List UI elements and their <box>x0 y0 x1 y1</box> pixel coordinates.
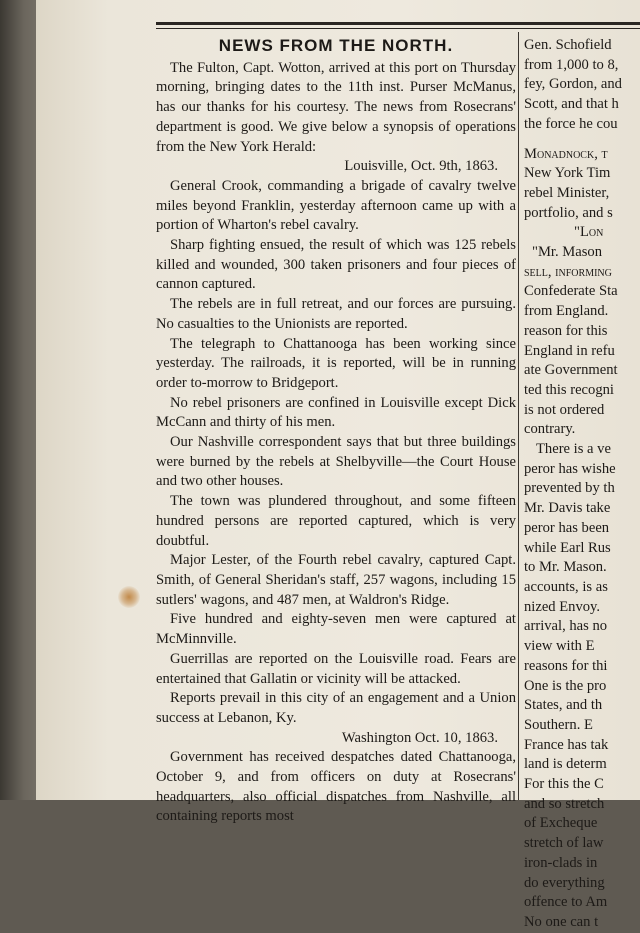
headline: NEWS FROM THE NORTH. <box>218 36 454 55</box>
side-line: "Lon <box>574 224 604 241</box>
side-line: land is determ <box>524 756 607 773</box>
side-line: France has tak <box>524 736 609 753</box>
top-rule <box>156 22 640 25</box>
side-line: reasons for thi <box>524 657 608 674</box>
main-column <box>156 36 516 827</box>
side-line: peror has wishe <box>524 460 616 477</box>
side-line: view with E <box>524 638 595 655</box>
side-line: from 1,000 to 8, <box>524 56 619 73</box>
side-line: One is the pro <box>524 677 607 694</box>
side-line: portfolio, and s <box>524 204 613 221</box>
side-column <box>524 36 640 933</box>
column-separator <box>518 32 519 800</box>
side-line: stretch of law <box>524 835 604 852</box>
side-line: do everything <box>524 874 605 891</box>
side-gap <box>524 135 640 145</box>
paragraph: Sharp fighting ensued, the result of which was 125 rebels killed and wounded, 300 taken prisoners and four pieces of cannon captured. <box>156 237 516 293</box>
dateline: Washington Oct. 10, 1863. <box>341 729 498 746</box>
paragraph: The Fulton, Capt. Wotton, arrived at this port on Thursday morning, bringing dates to the 11th inst. Purser McManus, has our thanks for his courtesy. The news from Rosecrans' department is good. We give below a synopsis of operations from the New York Herald: <box>156 59 516 155</box>
paragraph: Our Nashville correspondent says that but three buildings were burned by the rebels at Shelbyville—the Court House and two other houses. <box>156 434 516 490</box>
paragraph: No rebel prisoners are confined in Louisville except Dick McCann and thirty of his men. <box>156 394 516 431</box>
side-line: Scott, and that h <box>524 96 619 113</box>
side-line: States, and th <box>524 697 603 714</box>
side-line: Confederate Sta <box>524 283 618 300</box>
side-line: Southern. E <box>524 716 593 733</box>
side-line: fey, Gordon, and <box>524 76 622 93</box>
side-line: For this the C <box>524 776 604 793</box>
side-line: contrary. <box>524 421 576 438</box>
side-line: There is a ve <box>536 441 611 458</box>
side-line: of Excheque <box>524 815 598 832</box>
side-line: peror has been <box>524 519 610 536</box>
side-line: reason for this <box>524 322 608 339</box>
side-line: England in refu <box>524 342 615 359</box>
side-line: accounts, is as <box>524 578 608 595</box>
dateline: Louisville, Oct. 9th, 1863. <box>344 158 498 175</box>
paragraph: Five hundred and eighty-seven men were captured at McMinnville. <box>156 611 516 648</box>
paragraph: Reports prevail in this city of an engagement and a Union success at Lebanon, Ky. <box>156 690 516 726</box>
side-line: Mr. Davis take <box>524 500 611 517</box>
side-line: "Mr. Mason <box>532 244 603 261</box>
side-line: while Earl Rus <box>524 539 611 556</box>
side-line: rebel Minister, <box>524 184 610 201</box>
side-line: prevented by th <box>524 480 615 497</box>
side-line: sell, informing <box>524 263 612 280</box>
side-line: ate Government <box>524 362 618 379</box>
side-line: nized Envoy. <box>524 598 601 615</box>
side-line: and so stretch <box>524 795 605 812</box>
side-line: from England. <box>524 303 609 320</box>
paragraph: General Crook, commanding a brigade of cavalry twelve miles beyond Franklin, yesterday afternoon came up with a portion of Wharton's rebel cavalry. <box>156 177 516 234</box>
paper-stain <box>118 586 140 608</box>
side-line: offence to Am <box>524 894 608 911</box>
side-line: the force he cou <box>524 115 618 132</box>
side-line: iron-clads in <box>524 854 598 871</box>
side-line: Monadnock, t <box>524 145 608 162</box>
side-line: Gen. Schofield <box>524 37 612 53</box>
side-line: to Mr. Mason. <box>524 559 607 576</box>
side-line: arrival, has no <box>524 618 608 635</box>
paragraph: Major Lester, of the Fourth rebel cavalry, captured Capt. Smith, of General Sheridan's staff, 257 wagons, including 15 sutlers' wagons, and 487 men, at Waldron's Ridge. <box>156 552 516 608</box>
paragraph: The rebels are in full retreat, and our forces are pursuing. No casualties to the Unionists are reported. <box>156 296 516 332</box>
paragraph: The telegraph to Chattanooga has been working since yesterday. The railroads, it is reported, will be in running order to-morrow to Bridgeport. <box>156 335 516 391</box>
side-line: New York Tim <box>524 165 611 182</box>
paragraph: The town was plundered throughout, and some fifteen hundred persons are reported captured, which is very doubtful. <box>156 493 516 549</box>
side-line: ted this recogni <box>524 381 614 398</box>
side-line: No one can t <box>524 913 599 930</box>
paragraph: Guerrillas are reported on the Louisville road. Fears are entertained that Gallatin or vicinity will be attacked. <box>156 650 516 687</box>
paragraph: Government has received despatches dated Chattanooga, October 9, and from officers on duty at Rosecrans' headquarters, also official dispatches from Nashville, all containing reports most <box>156 749 516 825</box>
side-line: is not ordered <box>524 401 605 418</box>
top-rule-thin <box>156 28 640 29</box>
